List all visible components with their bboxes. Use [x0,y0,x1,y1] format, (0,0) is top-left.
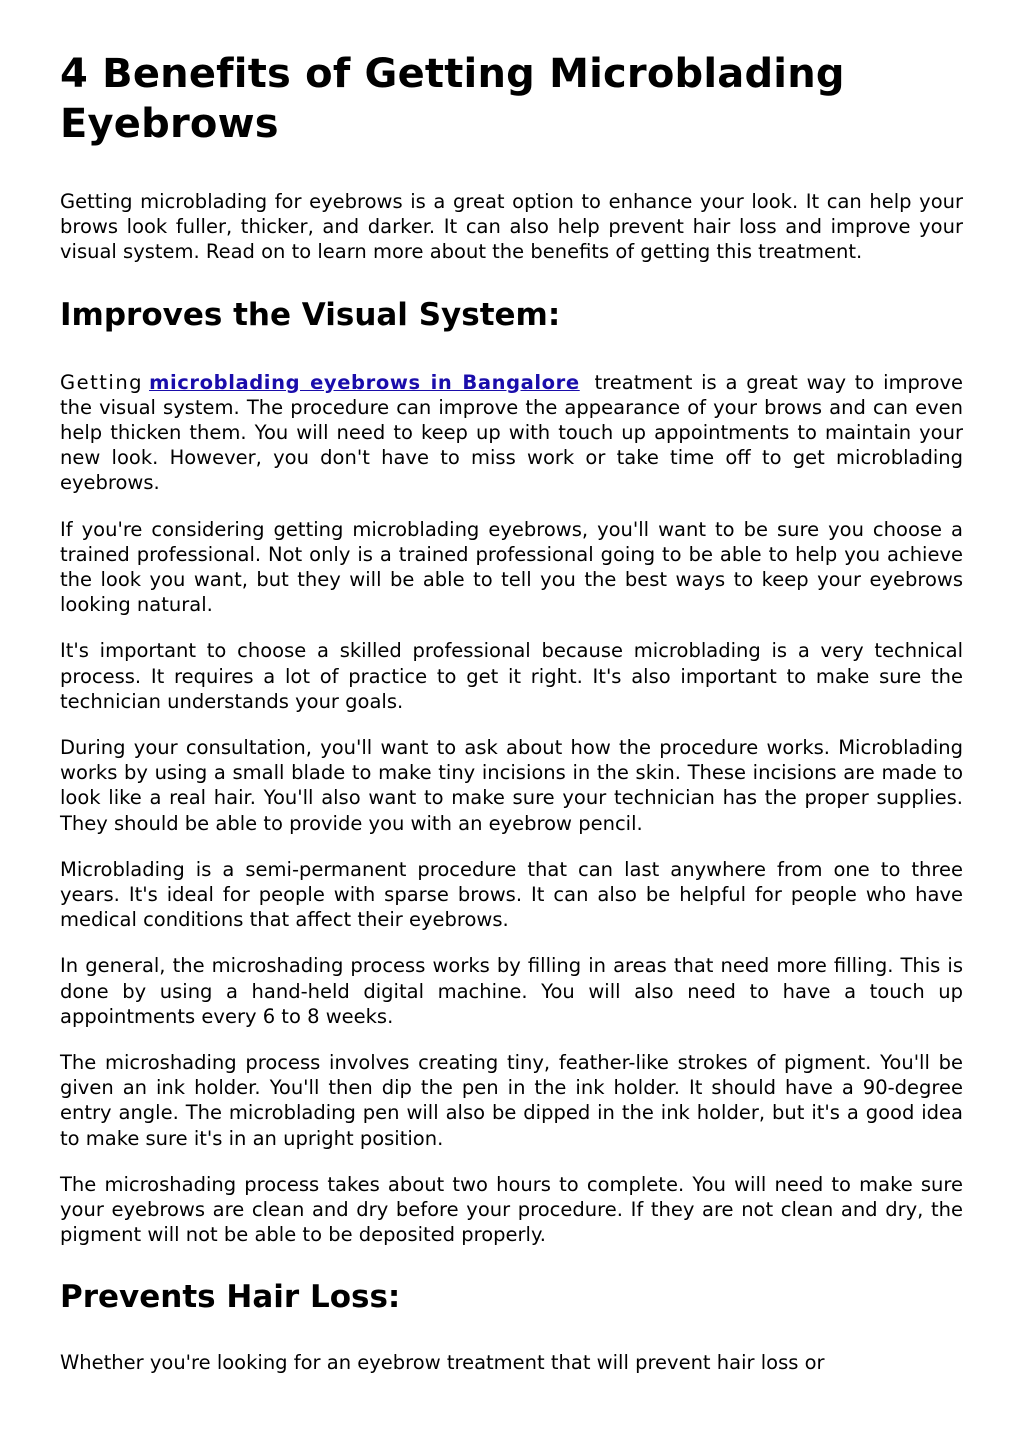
intro-paragraph: Getting microblading for eyebrows is a great option to enhance your look. It can help your brows look fuller, thicker, and darker. It can also help prevent hair loss and improve your visual system. Read on to learn more about the benefits of getting this treatment. [60,190,963,264]
visual-paragraph-8: The microshading process takes about two hours to complete. You will need to make sure your eyebrows are clean and dry before your procedure. If they are not clean and dry, the pigment will not be able to be deposited properly. [60,1172,963,1247]
section-heading-hair-loss: Prevents Hair Loss: [60,1278,401,1315]
page-title: 4 Benefits of Getting Microblading Eyebrows [60,51,845,147]
visual-paragraph-3: It's important to choose a skilled professional because microblading is a very technical process. It requires a lot of practice to get it right. It's also important to make sure the technician understands your goals. [60,639,963,713]
section-heading-visual-system: Improves the Visual System: [60,296,561,333]
document-page [60,0,963,1375]
visual-paragraph-7: The microshading process involves creating tiny, feather-like strokes of pigment. You'll be given an ink holder. You'll then dip the pen in the ink holder. It should have a 90-degree entry angle. The microblading pen will also be dipped in the ink holder, but it's a good idea to make sure it's in an upright position. [60,1051,963,1150]
visual-paragraph-1-rest: treatment is a great way to improve the visual system. The procedure can improve the appearance of your brows and can even help thicken them. You will need to keep up with touch up appointments to maintain your new look. However, you don't have to miss work or take time off to get microblading eyebrows. [60,370,963,495]
visual-paragraph-4: During your consultation, you'll want to ask about how the procedure works. Microblading works by using a small blade to make tiny incisions in the skin. These incisions are made to look like a real hair. You'll also want to make sure your technician has the proper supplies. They should be able to provide you with an eyebrow pencil. [60,736,963,835]
microblading-bangalore-link[interactable]: microblading eyebrows in Bangalore [149,370,580,394]
visual-paragraph-1 [60,370,963,496]
visual-paragraph-5: Microblading is a semi-permanent procedure that can last anywhere from one to three years. It's ideal for people with sparse brows. It can also be helpful for people who have medical conditions that affect their eyebrows. [60,857,963,932]
visual-paragraph-6: In general, the microshading process works by filling in areas that need more filling. This is done by using a hand-held digital machine. You will also need to have a touch up appointments every 6 to 8 weeks. [60,954,963,1028]
visual-paragraph-2: If you're considering getting microblading eyebrows, you'll want to be sure you choose a trained professional. Not only is a trained professional going to be able to help you achieve the look you want, but they will be able to tell you the best ways to keep your eyebrows looking natural. [60,517,963,617]
hairloss-paragraph-1: Whether you're looking for an eyebrow treatment that will prevent hair loss or [60,1350,825,1374]
lead-word: Getting [60,370,144,394]
